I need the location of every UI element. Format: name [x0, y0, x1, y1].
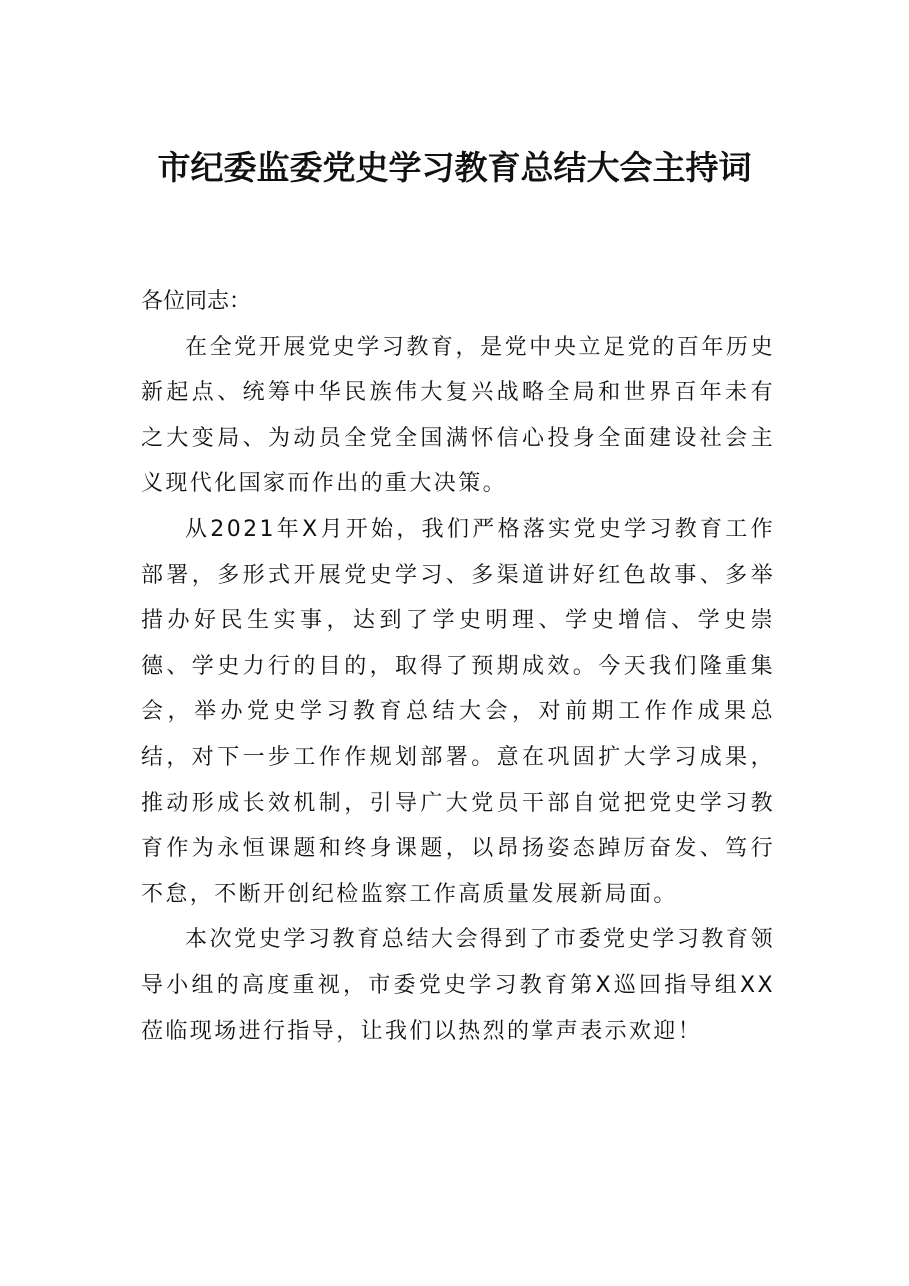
paragraph-3: 本次党史学习教育总结大会得到了市委党史学习教育领导小组的高度重视，市委党史学习教育第X巡回指导组XX莅临现场进行指导，让我们以热烈的掌声表示欢迎！: [141, 927, 775, 1044]
document-body: [141, 279, 775, 1054]
document-title: 市纪委监委党史学习教育总结大会主持词: [157, 148, 752, 187]
salutation: 各位同志：: [141, 289, 252, 314]
paragraph-2: 从2021年X月开始，我们严格落实党史学习教育工作部署，多形式开展党史学习、多渠道讲好红色故事、多举措办好民生实事，达到了学史明理、学史增信、学史崇德、学史力行的目的，取得了预期成效。今天我们隆重集会，举办党史学习教育总结大会，对前期工作作成果总结，对下一步工作作规划部署。意在巩固扩大学习成果，推动形成长效机制，引导广大党员干部自觉把党史学习教育作为永恒课题和终身课题，以昂扬姿态踔厉奋发、笃行不怠，不断开创纪检监察工作高质量发展新局面。: [141, 516, 775, 907]
paragraph-1: 在全党开展党史学习教育，是党中央立足党的百年历史新起点、统筹中华民族伟大复兴战略全局和世界百年未有之大变局、为动员全党全国满怀信心投身全面建设社会主义现代化国家而作出的重大决策。: [141, 334, 775, 497]
